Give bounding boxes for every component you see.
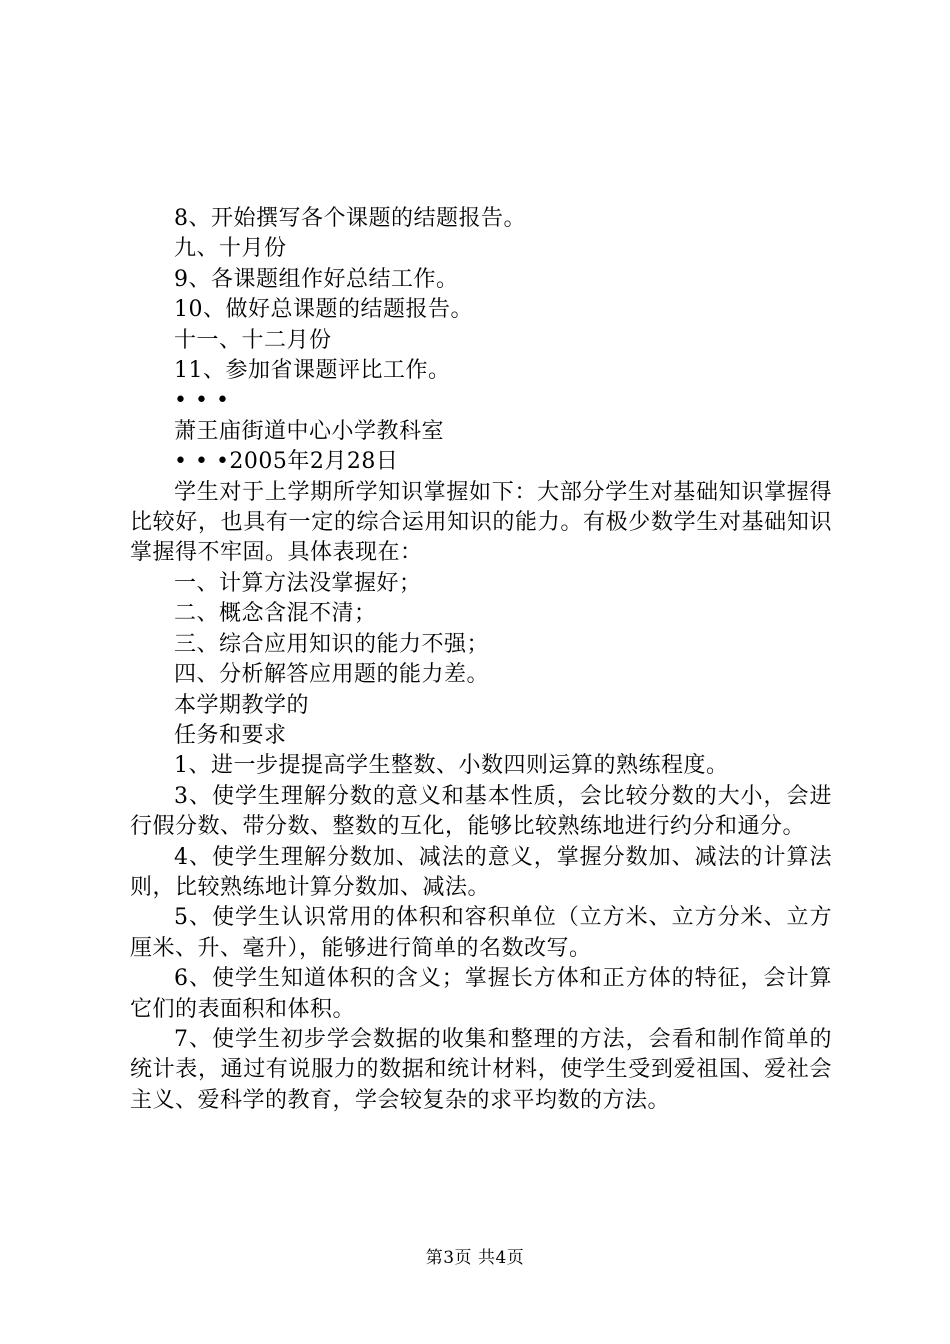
section-heading: 本学期教学的 [174, 692, 310, 718]
text-line: 9、各课题组作好总结工作。 [174, 266, 459, 292]
text-line: 8、开始撰写各个课题的结题报告。 [174, 206, 526, 231]
task-item: 4、使学生理解分数加、减法的意义，掌握分数加、减法的计算法则，比较熟练地计算分数加、减法。 [130, 844, 832, 900]
signature-organization: 萧王庙街道中心小学教科室 [174, 418, 445, 444]
problem-item: 一、计算方法没掌握好； [174, 570, 422, 596]
task-item: 3、使学生理解分数的意义和基本性质，会比较分数的大小，会进行假分数、带分数、整数的互化，能够比较熟练地进行约分和通分。 [130, 783, 832, 840]
problem-item: 四、分析解答应用题的能力差。 [174, 662, 490, 688]
task-item: 6、使学生知道体积的含义；掌握长方体和正方体的特征，会计算它们的表面积和体积。 [130, 966, 832, 1022]
page-number-footer: 第3页 共4页 [425, 1248, 525, 1268]
task-item: 5、使学生认识常用的体积和容积单位（立方米、立方分米、立方厘米、升、毫升），能够进行简单的名数改写。 [130, 905, 832, 961]
section-heading: 十一、十二月份 [174, 327, 332, 353]
signature-date: • • •2005年2月28日 [174, 449, 399, 475]
text-line: 11、参加省课题评比工作。 [174, 358, 451, 384]
intro-paragraph: 学生对于上学期所学知识掌握如下：大部分学生对基础知识掌握得比较好，也具有一定的综合运用知识的能力。有极少数学生对基础知识掌握得不牢固。具体表现在： [130, 479, 832, 566]
problem-item: 三、综合应用知识的能力不强； [174, 631, 490, 657]
problem-item: 二、概念含混不清； [174, 601, 377, 627]
task-item: 7、使学生初步学会数据的收集和整理的方法，会看和制作简单的统计表，通过有说服力的数据和统计材料，使学生受到爱祖国、爱社会主义、爱科学的教育，学会较复杂的求平均数的方法。 [130, 1026, 832, 1113]
ellipsis-dots: • • • [174, 388, 230, 414]
text-line: 10、做好总课题的结题报告。 [174, 297, 473, 323]
section-heading: 任务和要求 [174, 722, 287, 748]
document-body [130, 204, 832, 1116]
section-heading: 九、十月份 [174, 236, 287, 262]
task-item: 1、进一步提提高学生整数、小数四则运算的熟练程度。 [174, 753, 729, 779]
